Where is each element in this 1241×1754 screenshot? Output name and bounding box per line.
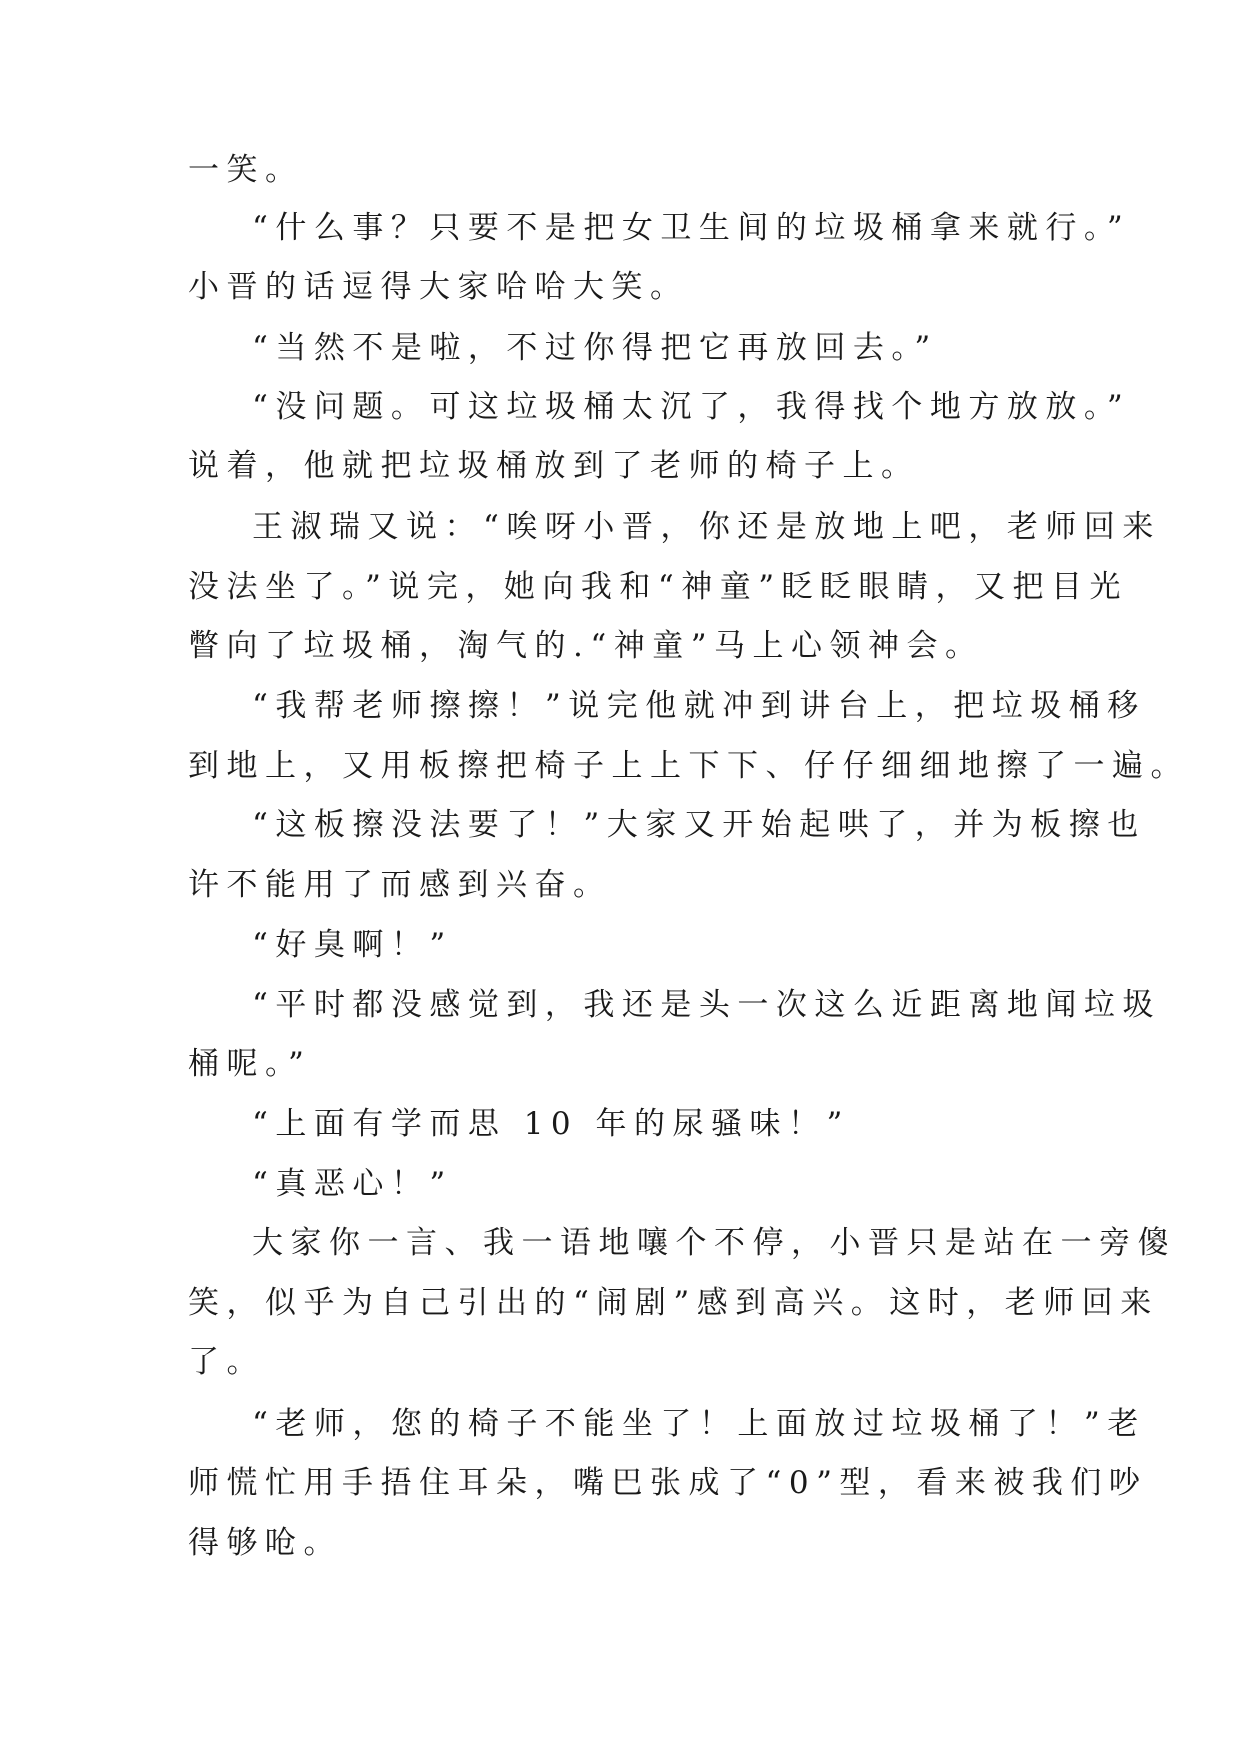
text-line: “什么事？只要不是把女卫生间的垃圾桶拿来就行。”: [252, 210, 1131, 246]
text-line: 桶呢。”: [188, 1046, 312, 1082]
text-line: “老师，您的椅子不能坐了！上面放过垃圾桶了！”老: [252, 1406, 1146, 1442]
text-line: 许不能用了而感到兴奋。: [188, 867, 612, 903]
text-line: 说着，他就把垃圾桶放到了老师的椅子上。: [188, 448, 920, 484]
text-line: “我帮老师擦擦！”说完他就冲到讲台上，把垃圾桶移: [252, 688, 1146, 724]
text-line: “这板擦没法要了！”大家又开始起哄了，并为板擦也: [252, 807, 1146, 843]
text-line: “没问题。可这垃圾桶太沉了，我得找个地方放放。”: [252, 389, 1131, 425]
text-line: 王淑瑞又说：“唉呀小晋，你还是放地上吧，老师回来: [252, 509, 1161, 545]
text-line: 一笑。: [188, 152, 304, 188]
text-line: 笑，似乎为自己引出的“闹剧”感到高兴。这时，老师回来: [188, 1285, 1159, 1321]
text-line: “当然不是啦，不过你得把它再放回去。”: [252, 330, 938, 366]
text-line: 小晋的话逗得大家哈哈大笑。: [188, 269, 689, 305]
text-line: “好臭啊！”: [252, 927, 453, 963]
text-line: “上面有学而思 10 年的尿骚味！”: [252, 1106, 850, 1142]
text-line: “真恶心！”: [252, 1166, 453, 1202]
text-line: 师慌忙用手捂住耳朵，嘴巴张成了“0”型，看来被我们吵: [188, 1465, 1148, 1501]
text-line: 大家你一言、我一语地嚷个不停，小晋只是站在一旁傻: [252, 1225, 1176, 1261]
text-line: 瞥向了垃圾桶，淘气的.“神童”马上心领神会。: [188, 628, 984, 664]
text-line: 到地上，又用板擦把椅子上上下下、仔仔细细地擦了一遍。: [188, 748, 1189, 784]
text-line: “平时都没感觉到，我还是头一次这么近距离地闻垃圾: [252, 987, 1161, 1023]
text-line: 没法坐了。”说完，她向我和“神童”眨眨眼睛，又把目光: [188, 569, 1129, 605]
text-line: 得够呛。: [188, 1525, 342, 1561]
text-line: 了。: [188, 1344, 265, 1380]
